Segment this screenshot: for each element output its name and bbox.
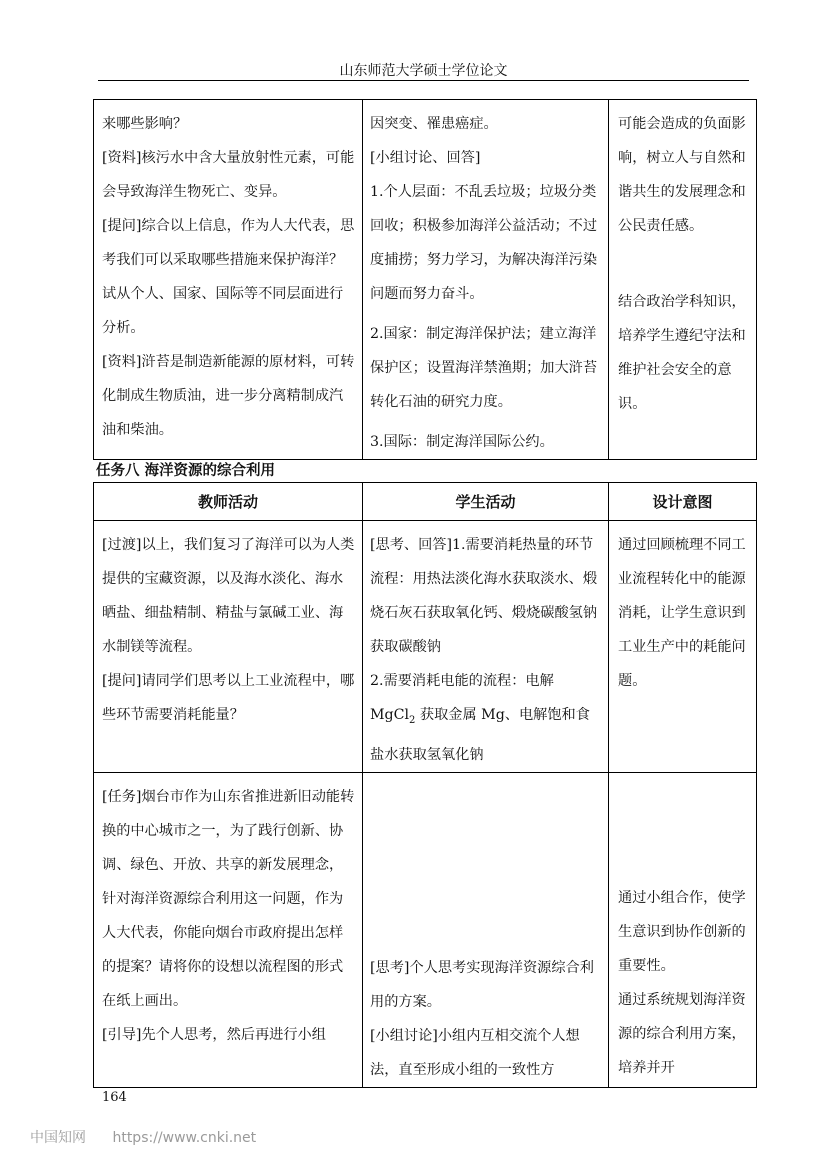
- intent-text: 通过回顾梳理不同工业流程转化中的能源消耗，让学生意识到工业生产中的耗能问题。: [618, 537, 746, 689]
- student-text: [小组讨论]小组内互相交流个人想法，直至形成小组的一致性方: [370, 1027, 580, 1078]
- watermark: [30, 1127, 278, 1147]
- formula-subscript: 2: [409, 714, 416, 726]
- formula-mgcl: MgCl: [370, 707, 410, 723]
- student-text: 1.个人层面：不乱丢垃圾；垃圾分类回收；积极参加海洋公益活动；不过度捕捞；努力学习，为解决海洋污染问题而努力奋斗。: [370, 184, 598, 302]
- teacher-text: [过渡]以上，我们复习了海洋可以为人类提供的宝藏资源，以及海水淡化、海水晒盐、细盐精制、精盐与氯碱工业、海水制镁等流程。: [102, 537, 355, 655]
- student-text: 3.国际：制定海洋国际公约。: [370, 434, 554, 450]
- intent-text: 结合政治学科知识，培养学生遵纪守法和维护社会安全的意识。: [618, 294, 746, 412]
- continued-table: [93, 99, 757, 460]
- student-activity-cell: [363, 100, 609, 460]
- teacher-text: [引导]先个人思考，然后再进行小组: [102, 1026, 326, 1043]
- student-text: 因突变、罹患癌症。: [370, 116, 498, 132]
- task-title: 任务八 海洋资源的综合利用: [96, 463, 276, 479]
- formula-rest: 获取金属 Mg、电解饱和食盐水获取氢氧化钠: [370, 707, 590, 763]
- student-text-mgcl2: [370, 698, 602, 772]
- watermark-brand: 中国知网: [30, 1130, 86, 1146]
- student-text: 2.国家：制定海洋保护法；建立海洋保护区；设置海洋禁渔期；加大浒苔转化石油的研究力度。: [370, 326, 598, 410]
- teacher-activity-cell: [94, 100, 363, 460]
- watermark-url: https://www.cnki.net: [112, 1130, 257, 1146]
- student-text: [思考、回答]1.需要消耗热量的环节流程：用热法淡化海水获取淡水、煅烧石灰石获取氧化钙、煅烧碳酸氢钠获取碳酸钠: [370, 537, 598, 655]
- header-teacher-activity: 教师活动: [94, 483, 363, 521]
- teacher-text: [资料]核污水中含大量放射性元素，可能会导致海洋生物死亡、变异。: [102, 150, 355, 200]
- teacher-text: [提问]综合以上信息，作为人大代表，思考我们可以采取哪些措施来保护海洋？试从个人、国家、国际等不同层面进行分析。: [102, 218, 355, 336]
- page-number: 164: [102, 1090, 127, 1105]
- header-rule: [98, 80, 749, 81]
- intent-text: 可能会造成的负面影响，树立人与自然和谐共生的发展理念和公民责任感。: [618, 116, 746, 234]
- teacher-activity-cell: [94, 772, 363, 1087]
- teacher-activity-cell: [94, 521, 363, 773]
- student-text: [小组讨论、回答]: [370, 150, 481, 166]
- task-eight-table: [93, 482, 757, 1088]
- student-activity-cell: [363, 521, 609, 773]
- design-intent-cell: [609, 521, 757, 773]
- header-design-intent: 设计意图: [609, 483, 757, 521]
- intent-text: 通过小组合作，使学生意识到协作创新的重要性。: [618, 889, 746, 974]
- student-text: [思考]个人思考实现海洋资源综合利用的方案。: [370, 959, 594, 1010]
- student-text: 2.需要消耗电能的流程：电解: [370, 673, 554, 689]
- header-student-activity: 学生活动: [363, 483, 609, 521]
- teacher-text: [资料]浒苔是制造新能源的原材料，可转化制成生物质油，进一步分离精制成汽油和柴油。: [102, 354, 355, 438]
- teacher-text: [任务]烟台市作为山东省推进新旧动能转换的中心城市之一，为了践行创新、协调、绿色、开放、共享的新发展理念，针对海洋资源综合利用这一问题，作为人大代表，你能向烟台市政府提出怎样的提案？请将你的设想以流程图的形式在纸上画出。: [102, 788, 355, 1009]
- intent-text: 通过系统规划海洋资源的综合利用方案，培养并开: [618, 991, 746, 1076]
- design-intent-cell: [609, 772, 757, 1087]
- page-header: 山东师范大学硕士学位论文: [339, 63, 508, 79]
- teacher-text: [提问]请同学们思考以上工业流程中，哪些环节需要消耗能量？: [102, 673, 355, 723]
- student-activity-cell: [363, 772, 609, 1087]
- teacher-text: 来哪些影响？: [102, 116, 188, 132]
- design-intent-cell: [609, 100, 757, 460]
